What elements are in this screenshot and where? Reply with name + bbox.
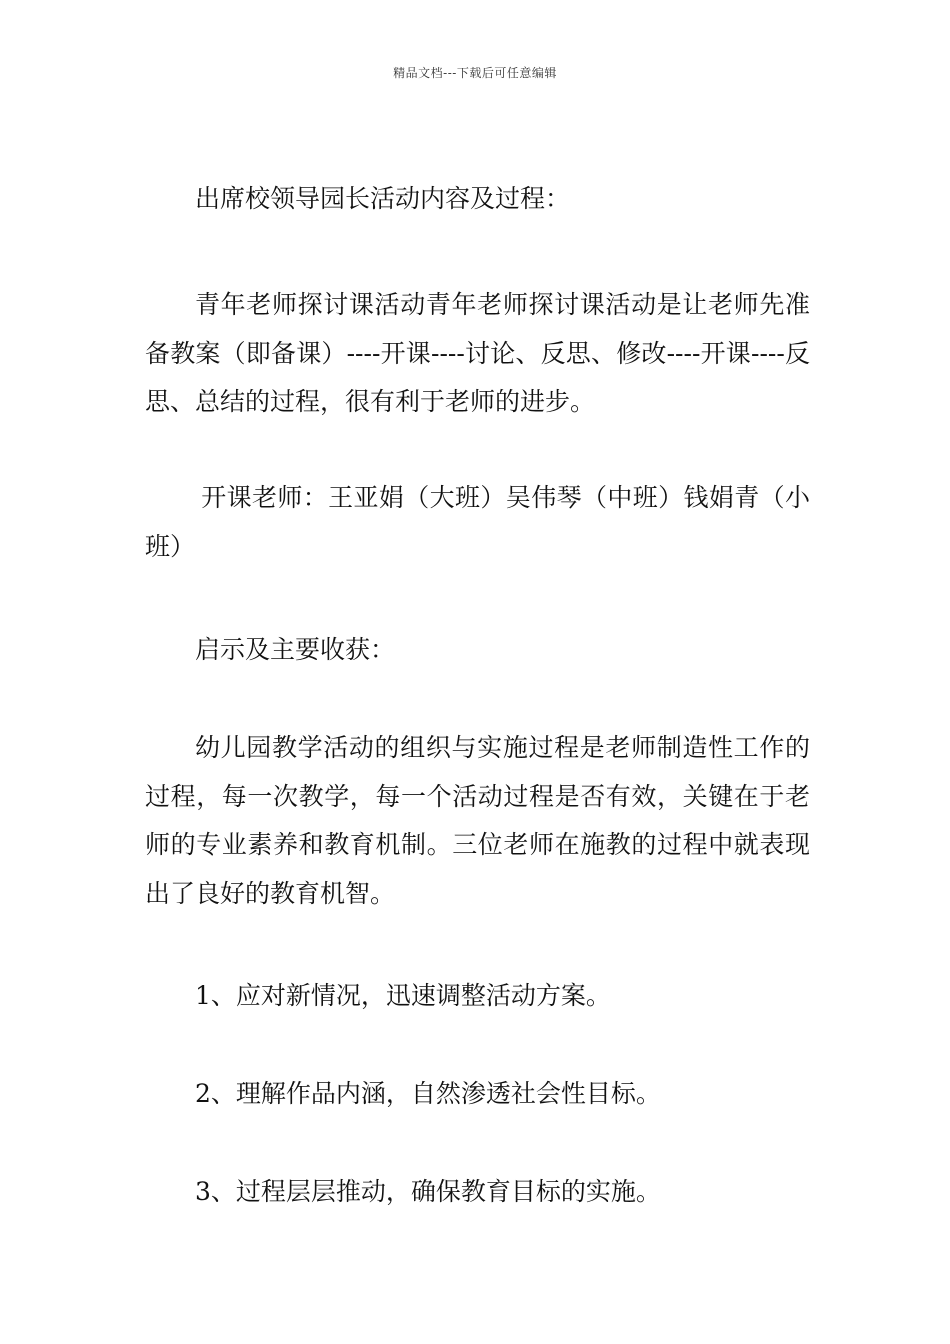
list-item-2: 2、理解作品内涵，自然渗透社会性目标。 (195, 1079, 661, 1108)
list-item-3: 3、过程层层推动，确保教育目标的实施。 (195, 1177, 661, 1206)
paragraph-insights-body: 幼儿园教学活动的组织与实施过程是老师制造性工作的过程，每一次教学，每一个活动过程是否有效，关键在于老师的专业素养和教育机制。三位老师在施教的过程中就表现出了良好的教育机智。 (145, 733, 810, 908)
list-item-1: 1、应对新情况，迅速调整活动方案。 (195, 981, 611, 1010)
paragraph-activity-description: 青年老师探讨课活动青年老师探讨课活动是让老师先准备教案（即备课）----开课----讨论、反思、修改----开课----反思、总结的过程，很有利于老师的进步。 (145, 290, 810, 417)
paragraph-insights-heading: 启示及主要收获： (195, 635, 396, 664)
paragraph-attendance: 出席校领导园长活动内容及过程： (195, 184, 571, 213)
paragraph-teachers: 开课老师：王亚娟（大班）吴伟琴（中班）钱娟青（小班） (145, 483, 810, 561)
page-header: 精品文档---下载后可任意编辑 (393, 66, 557, 80)
